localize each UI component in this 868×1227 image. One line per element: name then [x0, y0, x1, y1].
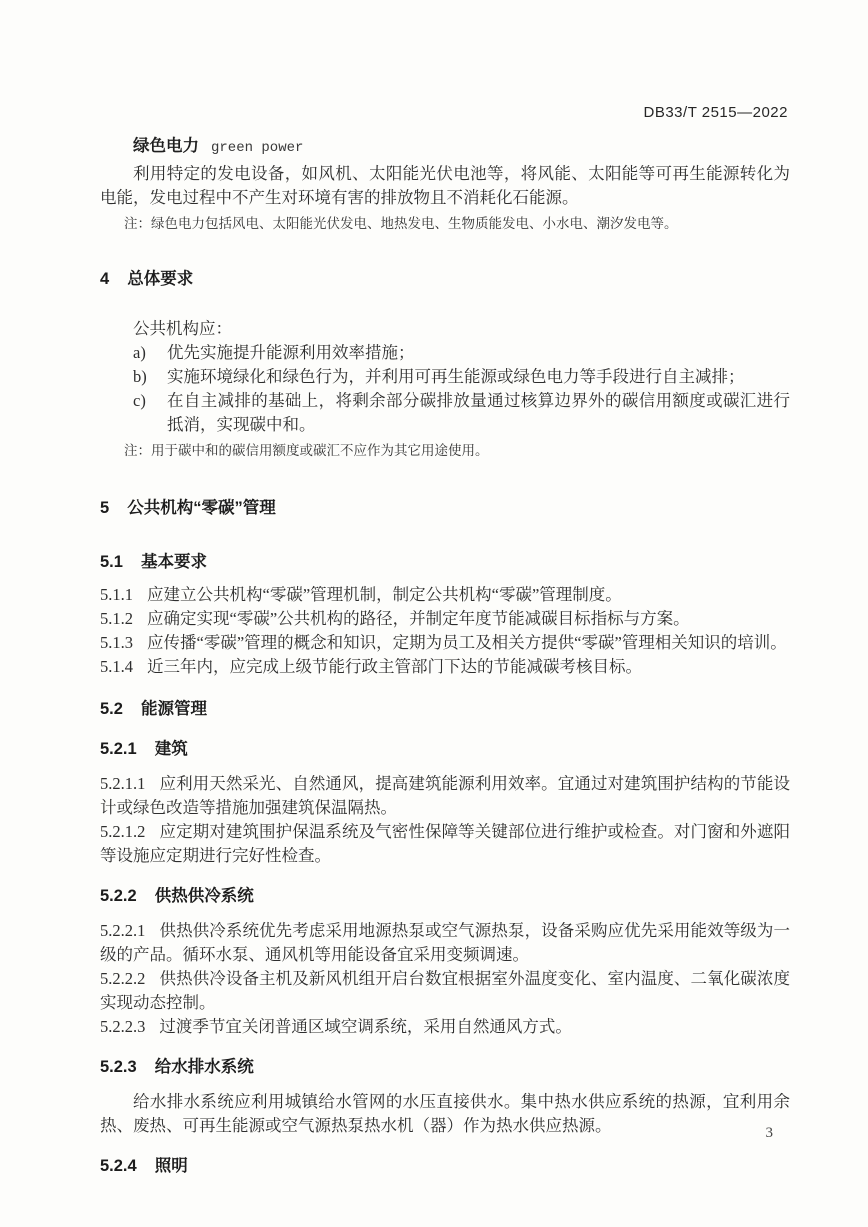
- section-5-2-3-paragraph: 给水排水系统应利用城镇给水管网的水压直接供水。集中热水供应系统的热源，宜利用余热、废热、可再生能源或空气源热泵热水机（器）作为热水供应热源。: [100, 1092, 790, 1135]
- document-content: [100, 134, 790, 1189]
- clause-5-2-1-1-text: 应利用天然采光、自然通风，提高建筑能源利用效率。宜通过对建筑围护结构的节能设计或绿色改造等措施加强建筑保温隔热。: [100, 774, 790, 817]
- clause-5-1-3-number: 5.1.3: [100, 633, 133, 652]
- list-item-c: [100, 389, 790, 437]
- section-5-2-title: 能源管理: [140, 700, 207, 718]
- clause-5-1-3: [100, 631, 790, 655]
- clause-5-2-2-3: [100, 1015, 790, 1039]
- list-item-c-label: c): [133, 391, 146, 410]
- clause-5-2-2-1: [100, 919, 790, 967]
- section-5-number: 5: [100, 499, 110, 517]
- clause-5-1-2: [100, 607, 790, 631]
- clause-5-1-4-number: 5.1.4: [100, 657, 133, 676]
- section-5-2-1-number: 5.2.1: [100, 740, 137, 758]
- section-4-number: 4: [100, 270, 110, 288]
- section-5-2-3-title: 给水排水系统: [154, 1058, 254, 1076]
- clause-5-2-2-1-text: 供热供冷系统优先考虑采用地源热泵或空气源热泵，设备采购应优先采用能效等级为一级的产品。循环水泵、通风机等用能设备宜采用变频调速。: [100, 921, 790, 964]
- section-5-2-4-heading: [100, 1154, 790, 1178]
- list-item-a: [100, 341, 790, 365]
- clause-5-1-2-text: 应确定实现“零碳”公共机构的路径，并制定年度节能减碳目标指标与方案。: [147, 609, 690, 628]
- term-name-zh: 绿色电力: [133, 137, 199, 155]
- clause-5-2-2-2-text: 供热供冷设备主机及新风机组开启台数宜根据室外温度变化、室内温度、二氧化碳浓度实现动态控制。: [100, 969, 790, 1012]
- section-5-2-4-number: 5.2.4: [100, 1157, 137, 1175]
- clause-5-1-1-text: 应建立公共机构“零碳”管理机制，制定公共机构“零碳”管理制度。: [147, 585, 622, 604]
- section-4-title: 总体要求: [127, 270, 194, 288]
- list-item-c-text: 在自主减排的基础上，将剩余部分碳排放量通过核算边界外的碳信用额度或碳汇进行抵消，实现碳中和。: [167, 391, 790, 434]
- list-item-b: [100, 365, 790, 389]
- section-5-title: 公共机构“零碳”管理: [127, 499, 276, 517]
- section-4-note: 注：用于碳中和的碳信用额度或碳汇不应作为其它用途使用。: [124, 443, 489, 458]
- clause-5-2-2-3-number: 5.2.2.3: [100, 1017, 146, 1036]
- clause-5-1-1-number: 5.1.1: [100, 585, 133, 604]
- section-5-2-2-number: 5.2.2: [100, 887, 137, 905]
- clause-5-2-2-2: [100, 967, 790, 1015]
- list-item-a-text: 优先实施提升能源利用效率措施；: [167, 343, 415, 362]
- clause-5-1-1: [100, 583, 790, 607]
- clause-5-2-1-1: [100, 772, 790, 820]
- section-4-heading: [100, 267, 790, 291]
- clause-5-1-4: [100, 655, 790, 679]
- section-5-2-1-heading: [100, 737, 790, 761]
- section-5-2-3-heading: [100, 1055, 790, 1079]
- list-item-b-text: 实施环境绿化和绿色行为，并利用可再生能源或绿色电力等手段进行自主减排；: [167, 367, 745, 386]
- section-5-1-number: 5.1: [100, 553, 123, 571]
- clause-5-1-4-text: 近三年内，应完成上级节能行政主管部门下达的节能减碳考核目标。: [147, 657, 642, 676]
- clause-5-2-1-1-number: 5.2.1.1: [100, 774, 146, 793]
- clause-5-2-2-1-number: 5.2.2.1: [100, 921, 146, 940]
- section-5-2-2-heading: [100, 884, 790, 908]
- term-name-en: green power: [211, 140, 304, 156]
- clause-5-2-1-2-number: 5.2.1.2: [100, 822, 146, 841]
- section-5-2-number: 5.2: [100, 700, 123, 718]
- list-item-b-label: b): [133, 367, 147, 386]
- section-5-2-4-title: 照明: [154, 1157, 188, 1175]
- page-number: 3: [765, 1125, 773, 1141]
- section-5-2-1-title: 建筑: [154, 740, 188, 758]
- clause-5-2-2-2-number: 5.2.2.2: [100, 969, 146, 988]
- section-5-heading: [100, 496, 790, 520]
- section-5-2-heading: [100, 697, 790, 721]
- term-definition: 利用特定的发电设备，如风机、太阳能光伏电池等，将风能、太阳能等可再生能源转化为电能，发电过程中不产生对环境有害的排放物且不消耗化石能源。: [100, 164, 790, 207]
- clause-5-1-2-number: 5.1.2: [100, 609, 133, 628]
- section-4-intro: 公共机构应：: [133, 319, 232, 338]
- section-4-list: [100, 341, 790, 437]
- clause-5-1-3-text: 应传播“零碳”管理的概念和知识，定期为员工及相关方提供“零碳”管理相关知识的培训。: [147, 633, 787, 652]
- section-5-1-title: 基本要求: [140, 553, 207, 571]
- clause-5-2-2-3-text: 过渡季节宜关闭普通区域空调系统，采用自然通风方式。: [159, 1017, 572, 1036]
- clause-5-2-1-2: [100, 820, 790, 868]
- doc-code-header: DB33/T 2515—2022: [643, 104, 788, 121]
- section-5-2-2-title: 供热供冷系统: [154, 887, 254, 905]
- section-5-2-3-number: 5.2.3: [100, 1058, 137, 1076]
- section-5-1-heading: [100, 550, 790, 574]
- term-note: 注：绿色电力包括风电、太阳能光伏发电、地热发电、生物质能发电、小水电、潮汐发电等。: [124, 216, 678, 231]
- list-item-a-label: a): [133, 343, 146, 362]
- clause-5-2-1-2-text: 应定期对建筑围护保温系统及气密性保障等关键部位进行维护或检查。对门窗和外遮阳等设施应定期进行完好性检查。: [100, 822, 790, 865]
- term-heading: [100, 134, 790, 160]
